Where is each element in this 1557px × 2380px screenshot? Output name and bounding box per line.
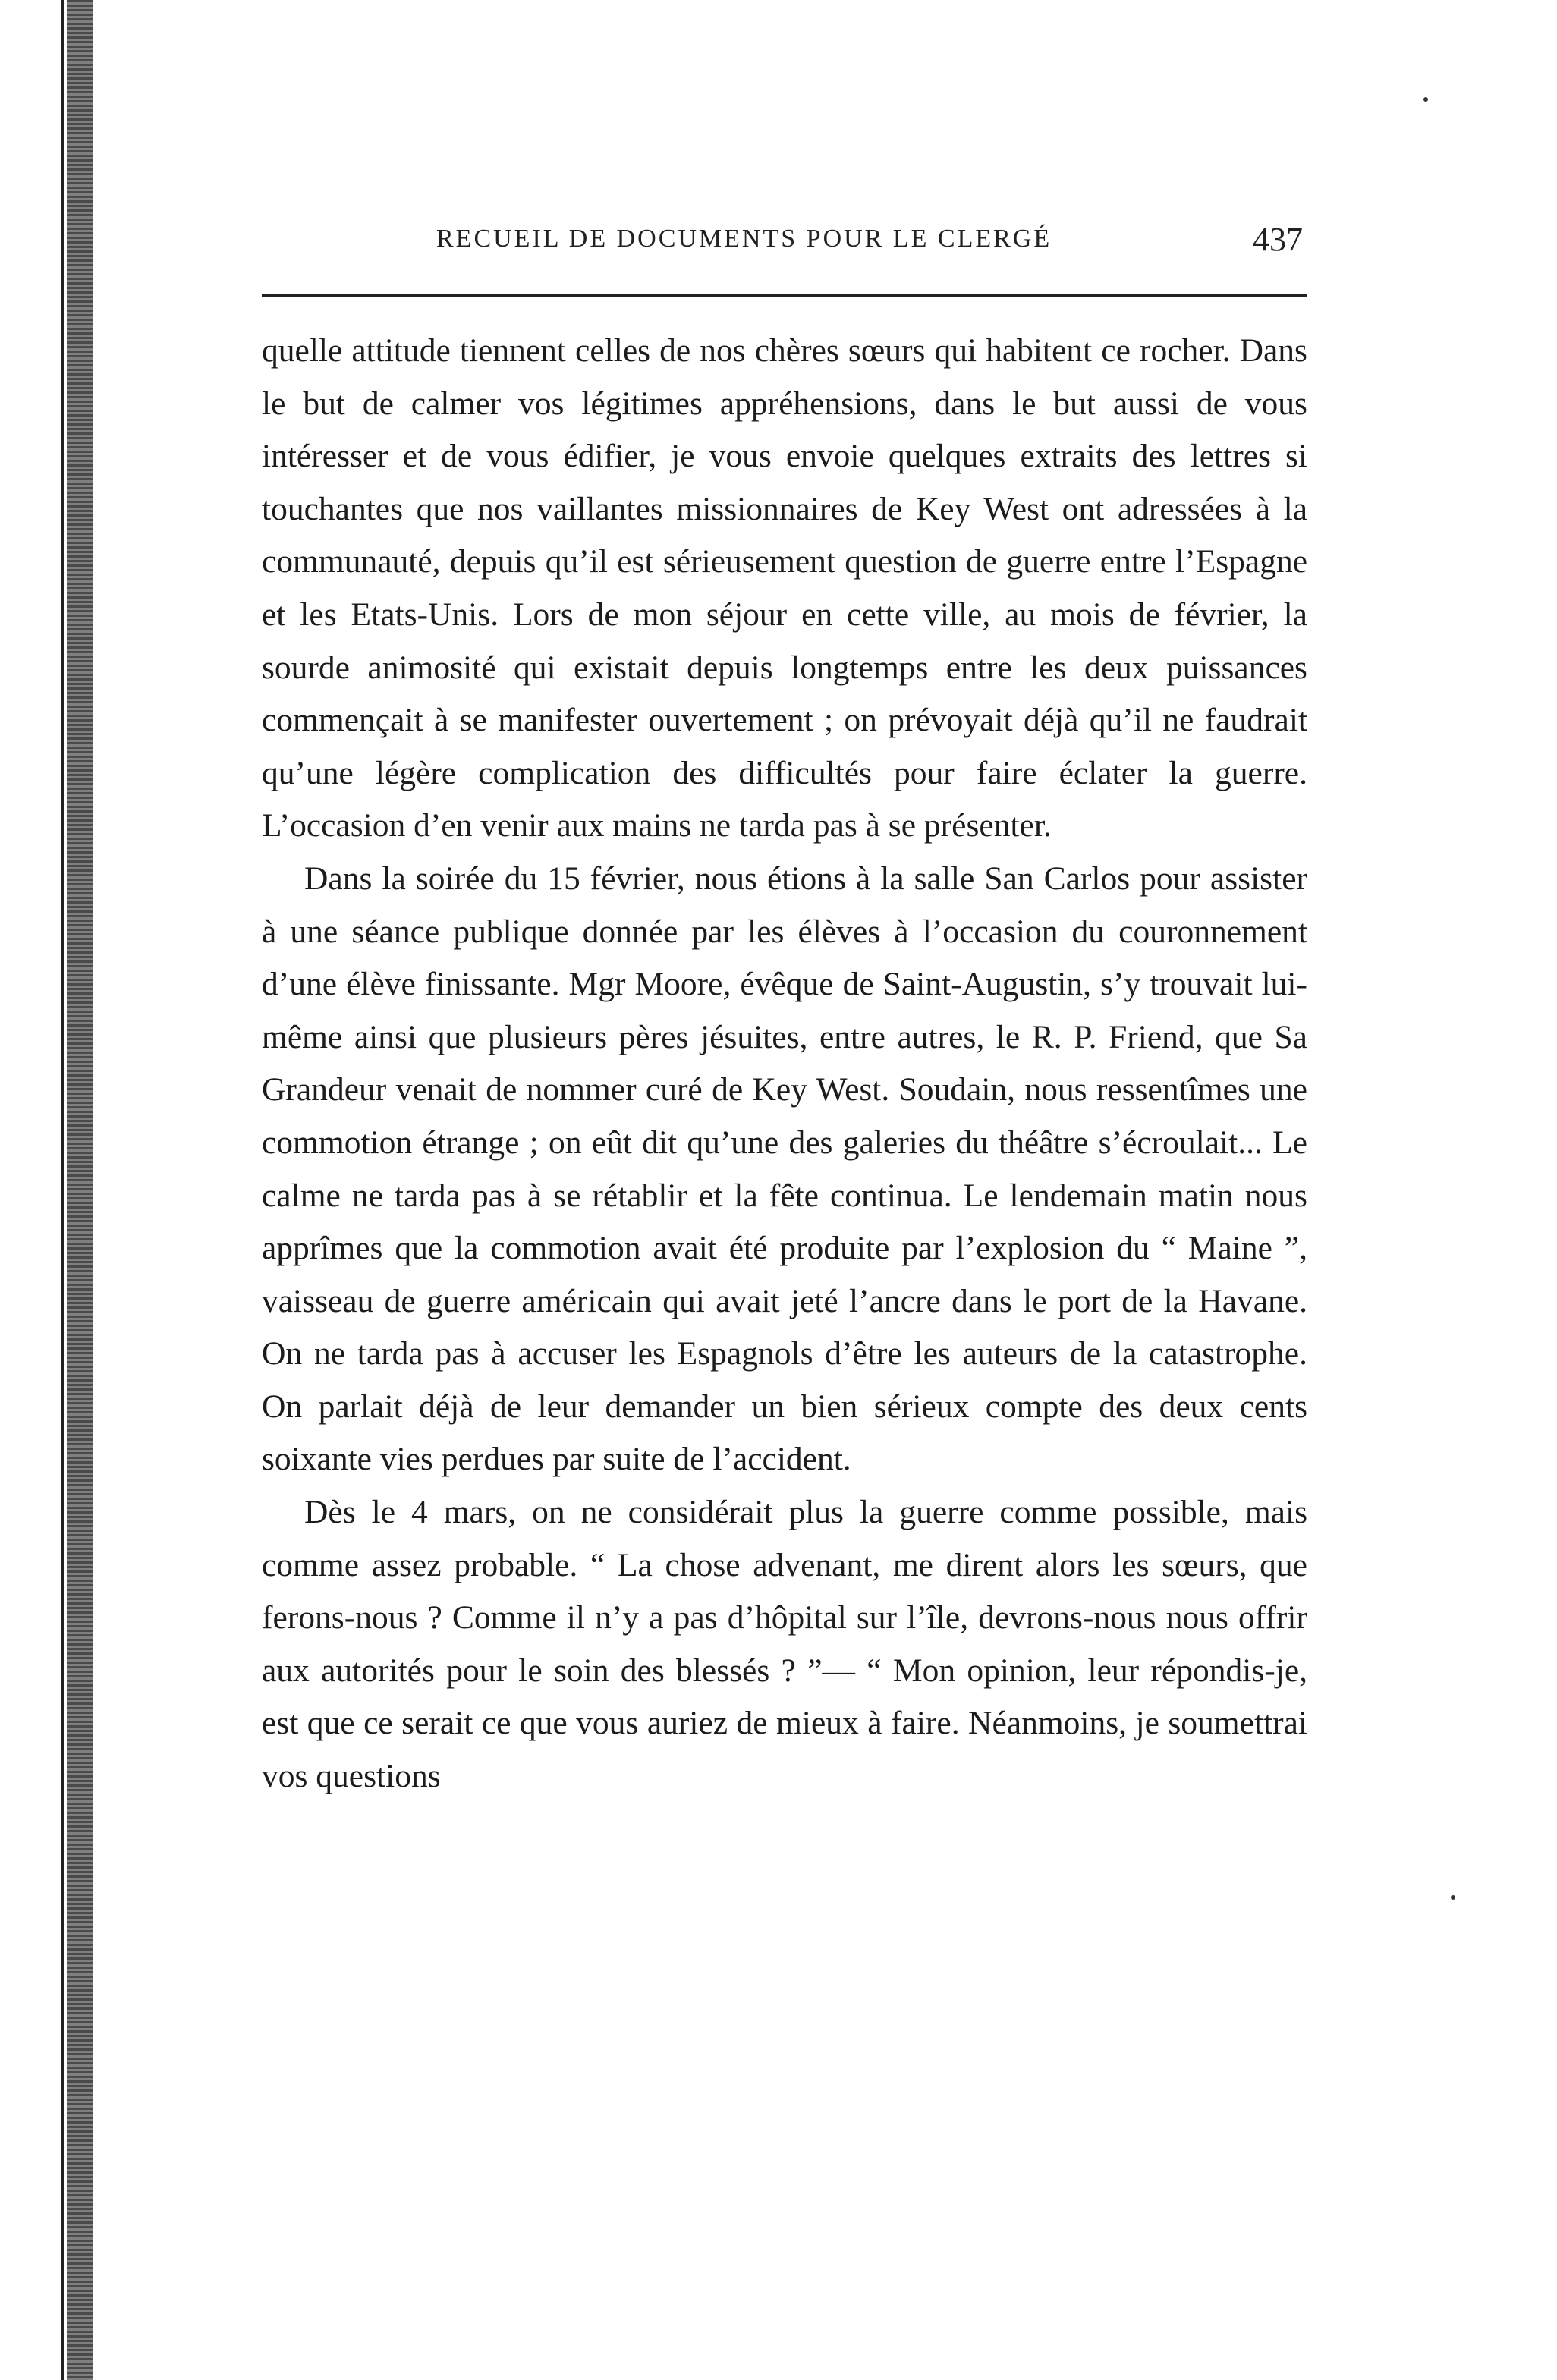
running-head	[262, 220, 1309, 266]
header-rule	[262, 294, 1307, 297]
binding-edge-texture	[67, 0, 93, 2380]
paragraph-2: Dans la soirée du 15 février, nous étions à la salle San Carlos pour assister à une séance publique donnée par les élèves à l’occasion du couronnement d’une élève finissante. Mgr Moore, évêque de Saint-Augustin, s’y trouvait lui-même ainsi que plusieurs pères jésuites, entre autres, le R. P. Friend, que Sa Grandeur venait de nommer curé de Key West. Soudain, nous ressentîmes une commotion étrange ; on eût dit qu’une des galeries du théâtre s’écroulait... Le calme ne tarda pas à se rétablir et la fête continua. Le lendemain matin nous apprîmes que la commotion avait été produite par l’explosion du “ Maine ”, vaisseau de guerre américain qui avait jeté l’ancre dans le port de la Havane. On ne tarda pas à accuser les Espagnols d’être les auteurs de la catastrophe. On parlait déjà de leur demander un bien sérieux compte des deux cents soixante vies perdues par suite de l’accident.	[262, 860, 1307, 1478]
paragraph-3: Dès le 4 mars, on ne considérait plus la guerre comme possible, mais comme assez probable. “ La chose advenant, me dirent alors les sœurs, que ferons-nous ? Comme il n’y a pas d’hôpital sur l’île, devrons-nous nous offrir aux autorités pour le soin des blessés ? ”— “ Mon opinion, leur répondis-je, est que ce serait ce que vous auriez de mieux à faire. Néanmoins, je soumettrai vos questions	[262, 1494, 1307, 1795]
print-speck	[1423, 97, 1428, 102]
page-number: 437	[1253, 221, 1303, 258]
paragraph-1: quelle attitude tiennent celles de nos chères sœurs qui habitent ce rocher. Dans le but de calmer vos légitimes appréhensions, dans le but aussi de vous intéresser et de vous édifier, je vous envoie quelques extraits des lettres si touchantes que nos vaillantes missionnaires de Key West ont adressées à la communauté, depuis qu’il est sérieusement question de guerre entre l’Espagne et les Etats-Unis. Lors de mon séjour en cette ville, au mois de février, la sourde animosité qui existait depuis longtemps entre les deux puissances commençait à se manifester ouvertement ; on prévoyait déjà qu’il ne faudrait qu’une légère complication des difficultés pour faire éclater la guerre. L’occasion d’en venir aux mains ne tarda pas à se présenter.	[262, 332, 1307, 844]
binding-edge-line	[61, 0, 64, 2380]
running-title: RECUEIL DE DOCUMENTS POUR LE CLERGÉ	[436, 225, 1052, 253]
print-speck	[1451, 1895, 1455, 1900]
page-body	[262, 325, 1307, 1803]
